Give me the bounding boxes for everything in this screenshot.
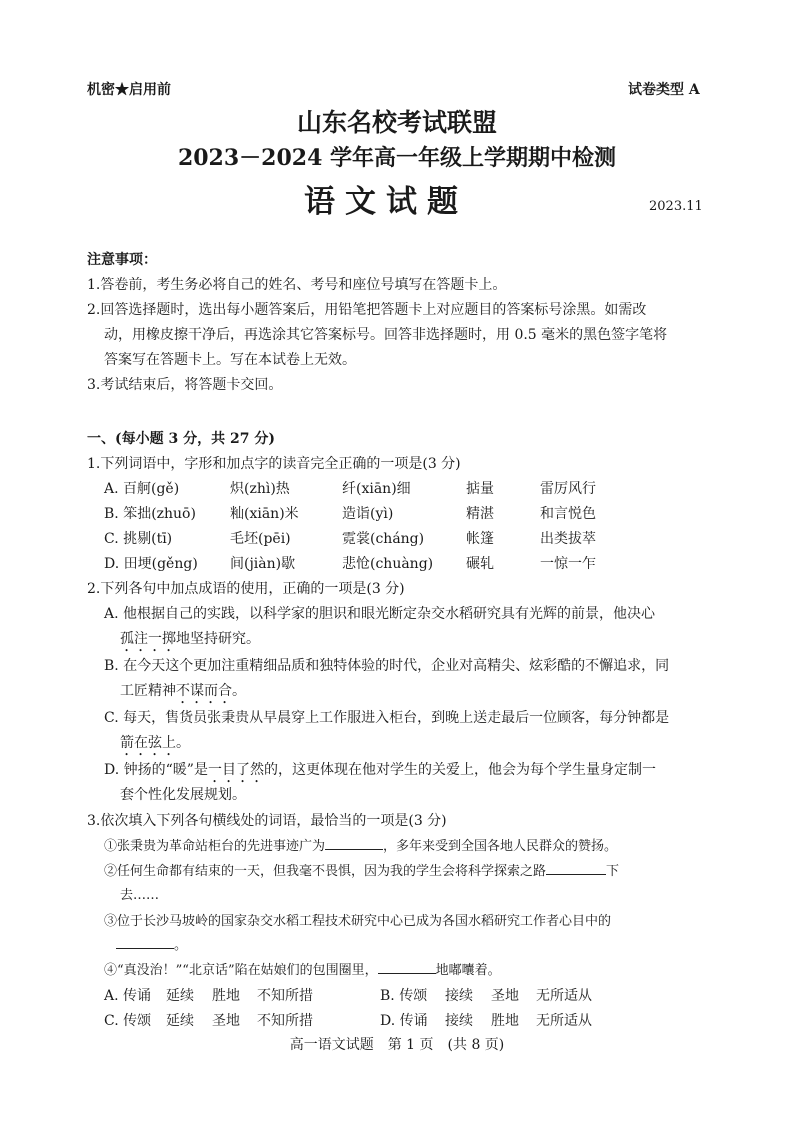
dotted-idiom: 一目了然 — [207, 762, 264, 778]
q3-sentence-2-cont: 去…… — [120, 888, 160, 903]
q1-cell: 纤(xiān)细 — [342, 481, 411, 497]
confidential-mark: 机密★启用前 — [87, 82, 171, 98]
notice-line: 答案写在答题卡上。写在本试卷上无效。 — [104, 352, 356, 368]
blank-line — [378, 961, 436, 974]
q1-cell: 碾轧 — [466, 556, 494, 572]
q3-option: C. 传颂 — [104, 1013, 152, 1029]
notice-line: 2.回答选择题时，选出每小题答案后，用铅笔把答题卡上对应题目的答案标号涂黑。如需改 — [87, 302, 647, 318]
q2-option-c-cont — [120, 732, 190, 759]
q3-option: 圣地 — [491, 988, 519, 1004]
text: 。 — [176, 735, 190, 751]
q1-stem: 1.下列词语中，字形和加点字的读音完全正确的一项是(3 分) — [87, 456, 461, 472]
q2-option-a: A. 他根据自己的实践，以科学家的胆识和眼光断定杂交水稻研究具有光辉的前景，他决心 — [104, 606, 656, 622]
subject-title: 语文试题 — [304, 184, 468, 220]
exam-title: 2023－2024 学年高一年级上学期期中检测 — [177, 145, 617, 171]
q1-cell: 悲怆(chuàng) — [342, 556, 434, 572]
q3-option: 延续 — [166, 1013, 194, 1029]
q3-option: 不知所措 — [257, 1013, 313, 1029]
notice-heading: 注意事项： — [87, 252, 157, 268]
q1-cell: 一惊一乍 — [540, 556, 596, 572]
page-footer: 高一语文试题 第 1 页 (共 8 页) — [289, 1037, 505, 1053]
q3-option: 接续 — [445, 1013, 473, 1029]
q2-option-b: B. 在今天这个更加注重精细品质和独特体验的时代，企业对高精尖、炫彩酷的不懈追求，同 — [104, 658, 670, 674]
q1-cell: 帐篷 — [466, 531, 494, 547]
text: 地嘟囔着。 — [435, 963, 501, 978]
text: ①张秉贵为革命站柜台的先进事迹广为 — [104, 839, 326, 854]
q2-option-d-cont: 套个性化发展规划。 — [120, 787, 246, 803]
text: 。 — [174, 938, 188, 953]
text: 。 — [232, 683, 246, 699]
q3-option: 接续 — [445, 988, 473, 1004]
q3-option: 胜地 — [491, 1013, 519, 1029]
q3-sentence-4 — [104, 959, 501, 978]
q1-cell: 间(jiàn)歇 — [230, 556, 296, 572]
exam-date: 2023.11 — [649, 199, 703, 214]
text: 地坚持研究。 — [176, 631, 260, 647]
q3-option: 不知所措 — [257, 988, 313, 1004]
q1-cell: 造诣(yì) — [342, 506, 394, 522]
text: ②任何生命都有结束的一天，但我毫不畏惧，因为我的学生会将科学探索之路 — [104, 864, 547, 879]
q3-option: B. 传颂 — [380, 988, 428, 1004]
q2-option-b-cont — [120, 680, 246, 707]
q2-stem: 2.下列各句中加点成语的使用，正确的一项是(3 分) — [87, 581, 405, 597]
text: 的，这更体现在他对学生的关爱上，他会为每个学生量身定制一 — [263, 762, 656, 778]
text: 工匠精神 — [120, 683, 176, 699]
text: D. 钟扬的“暖”是 — [104, 762, 208, 778]
q3-option: 延续 — [166, 988, 194, 1004]
q1-cell: 毛坯(pēi) — [230, 531, 291, 547]
q3-option: A. 传诵 — [104, 988, 152, 1004]
blank-line — [116, 936, 174, 949]
notice-line: 3.考试结束后，将答题卡交回。 — [87, 377, 283, 393]
q2-option-d — [104, 759, 656, 786]
text: 下 — [606, 864, 620, 879]
q3-option: 无所适从 — [536, 988, 592, 1004]
q3-option: 无所适从 — [536, 1013, 592, 1029]
paper-type: 试卷类型 A — [628, 82, 700, 98]
q1-cell: 精湛 — [466, 506, 494, 522]
text: ④“真没治！”“北京话”陷在姑娘们的包围圈里， — [104, 963, 378, 978]
q3-sentence-3: ③位于长沙马坡岭的国家杂交水稻工程技术研究中心已成为各国水稻研究工作者心目中的 — [104, 914, 612, 929]
q3-option: 胜地 — [212, 988, 240, 1004]
q1-cell: A. 百舸(gě) — [104, 481, 180, 497]
q1-cell: 掂量 — [466, 481, 494, 497]
q3-sentence-1 — [104, 835, 617, 854]
notice-line: 1.答卷前，考生务必将自己的姓名、考号和座位号填写在答题卡上。 — [87, 277, 507, 293]
q3-option: D. 传诵 — [380, 1013, 428, 1029]
blank-line — [325, 837, 383, 850]
exam-union-title: 山东名校考试联盟 — [296, 108, 497, 137]
notice-line: 动，用橡皮擦干净后，再选涂其它答案标号。回答非选择题时，用 0.5 毫米的黑色签字笔将 — [104, 327, 668, 343]
q3-option: 圣地 — [212, 1013, 240, 1029]
q3-stem: 3.依次填入下列各句横线处的词语，最恰当的一项是(3 分) — [87, 813, 447, 829]
q1-cell: C. 挑剔(tī) — [104, 531, 173, 547]
dotted-idiom: 孤注一掷 — [120, 631, 176, 647]
q3-sentence-3-cont — [116, 934, 187, 953]
q1-cell: 雷厉风行 — [540, 481, 596, 497]
q1-cell: 炽(zhì)热 — [230, 481, 290, 497]
dotted-idiom: 箭在弦上 — [120, 735, 176, 751]
q1-cell: D. 田埂(gěng) — [104, 556, 198, 572]
section-heading: 一、(每小题 3 分，共 27 分) — [87, 431, 275, 447]
q1-cell: 和言悦色 — [540, 506, 596, 522]
blank-line — [546, 862, 606, 875]
q1-cell: 籼(xiān)米 — [230, 506, 299, 522]
q1-cell: 霓裳(cháng) — [342, 531, 425, 547]
q2-option-a-cont — [120, 628, 260, 655]
q1-cell: B. 笨拙(zhuō) — [104, 506, 196, 522]
dotted-idiom: 不谋而合 — [176, 683, 232, 699]
q2-option-c: C. 每天，售货员张秉贵从早晨穿上工作服进入柜台，到晚上送走最后一位顾客，每分钟都是 — [104, 710, 670, 726]
q3-sentence-2 — [104, 860, 619, 879]
text: ，多年来受到全国各地人民群众的赞扬。 — [383, 839, 618, 854]
q1-cell: 出类拔萃 — [540, 531, 596, 547]
